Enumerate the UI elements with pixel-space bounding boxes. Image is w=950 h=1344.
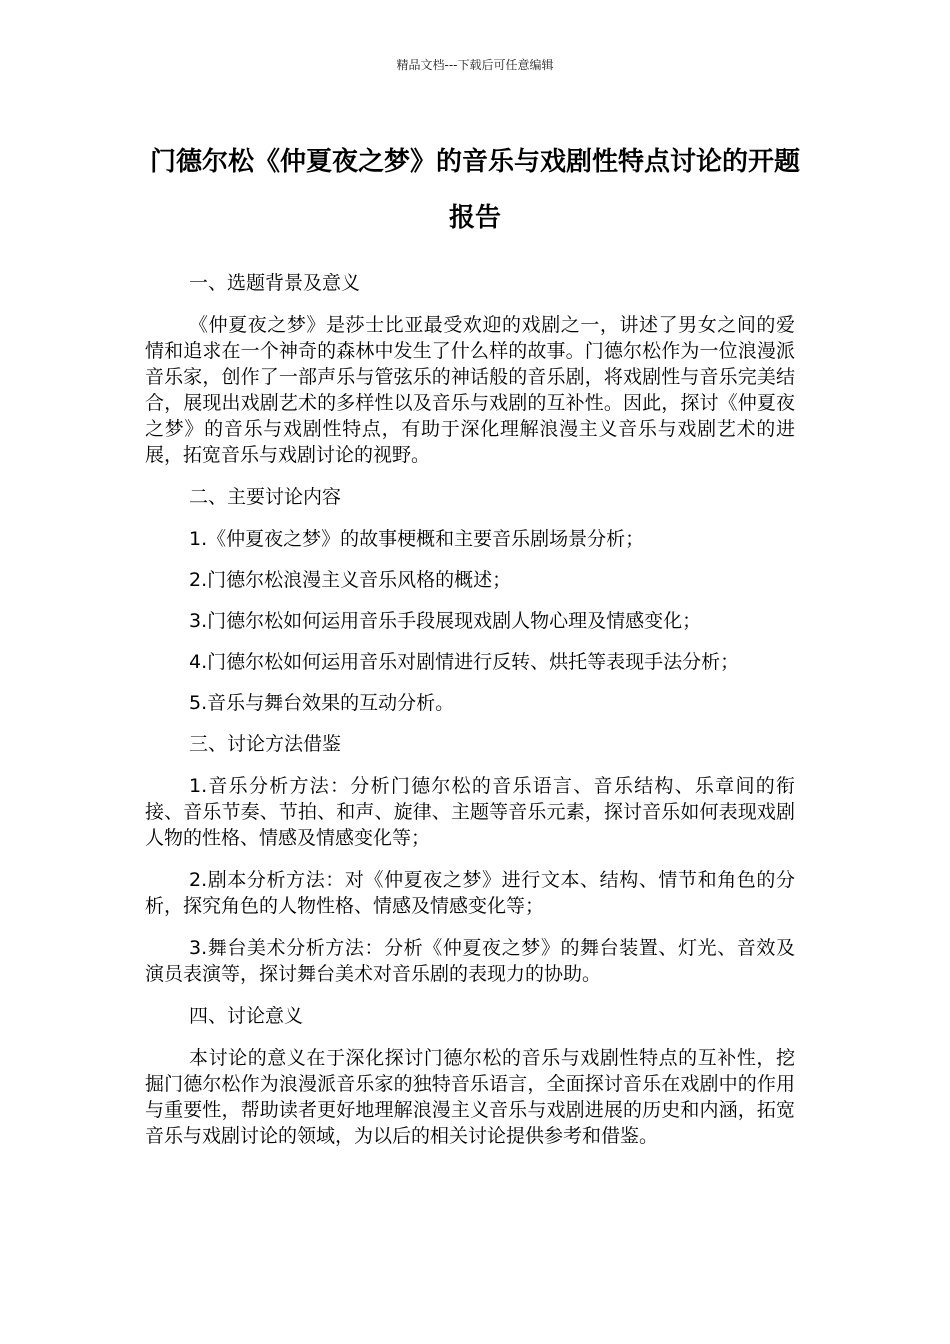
- paragraph-significance: 本讨论的意义在于深化探讨门德尔松的音乐与戏剧性特点的互补性，挖掘门德尔松作为浪漫派音乐家的独特音乐语言，全面探讨音乐在戏剧中的作用与重要性，帮助读者更好地理解浪漫主义音乐与戏剧进展的历史和内涵，拓宽音乐与戏剧讨论的领域，为以后的相关讨论提供参考和借鉴。: [145, 1047, 795, 1147]
- list-item: 4.门德尔松如何运用音乐对剧情进行反转、烘托等表现手法分析；: [189, 651, 740, 673]
- list-item: 2.剧本分析方法：对《仲夏夜之梦》进行文本、结构、情节和角色的分析，探究角色的人物性格、情感及情感变化等；: [145, 869, 795, 917]
- list-item: 2.门德尔松浪漫主义音乐风格的概述；: [189, 569, 512, 591]
- list-item: 3.舞台美术分析方法：分析《仲夏夜之梦》的舞台装置、灯光、音效及演员表演等，探讨舞台美术对音乐剧的表现力的协助。: [145, 937, 795, 985]
- header-note: 精品文档---下载后可任意编辑: [396, 58, 554, 72]
- section-heading-significance: 四、讨论意义: [189, 1005, 304, 1027]
- section-heading-main-content: 二、主要讨论内容: [189, 486, 342, 508]
- list-item: 1.音乐分析方法：分析门德尔松的音乐语言、音乐结构、乐章间的衔接、音乐节奏、节拍、和声、旋律、主题等音乐元素，探讨音乐如何表现戏剧人物的性格、情感及情感变化等；: [145, 775, 795, 849]
- document-title: 门德尔松《仲夏夜之梦》的音乐与戏剧性特点讨论的开题报告: [149, 147, 800, 233]
- list-item: 3.门德尔松如何运用音乐手段展现戏剧人物心理及情感变化；: [189, 610, 702, 632]
- paragraph-background: 《仲夏夜之梦》是莎士比亚最受欢迎的戏剧之一，讲述了男女之间的爱情和追求在一个神奇的森林中发生了什么样的故事。门德尔松作为一位浪漫派音乐家，创作了一部声乐与管弦乐的神话般的音乐剧，将戏剧性与音乐完美结合，展现出戏剧艺术的多样性以及音乐与戏剧的互补性。因此，探讨《仲夏夜之梦》的音乐与戏剧性特点，有助于深化理解浪漫主义音乐与戏剧艺术的进展，拓宽音乐与戏剧讨论的视野。: [145, 314, 795, 466]
- section-heading-methods: 三、讨论方法借鉴: [189, 733, 342, 755]
- list-item: 5.音乐与舞台效果的互动分析。: [189, 692, 455, 714]
- document-body: [145, 270, 795, 1165]
- list-item: 1.《仲夏夜之梦》的故事梗概和主要音乐剧场景分析；: [189, 528, 645, 550]
- section-heading-background: 一、选题背景及意义: [189, 272, 361, 294]
